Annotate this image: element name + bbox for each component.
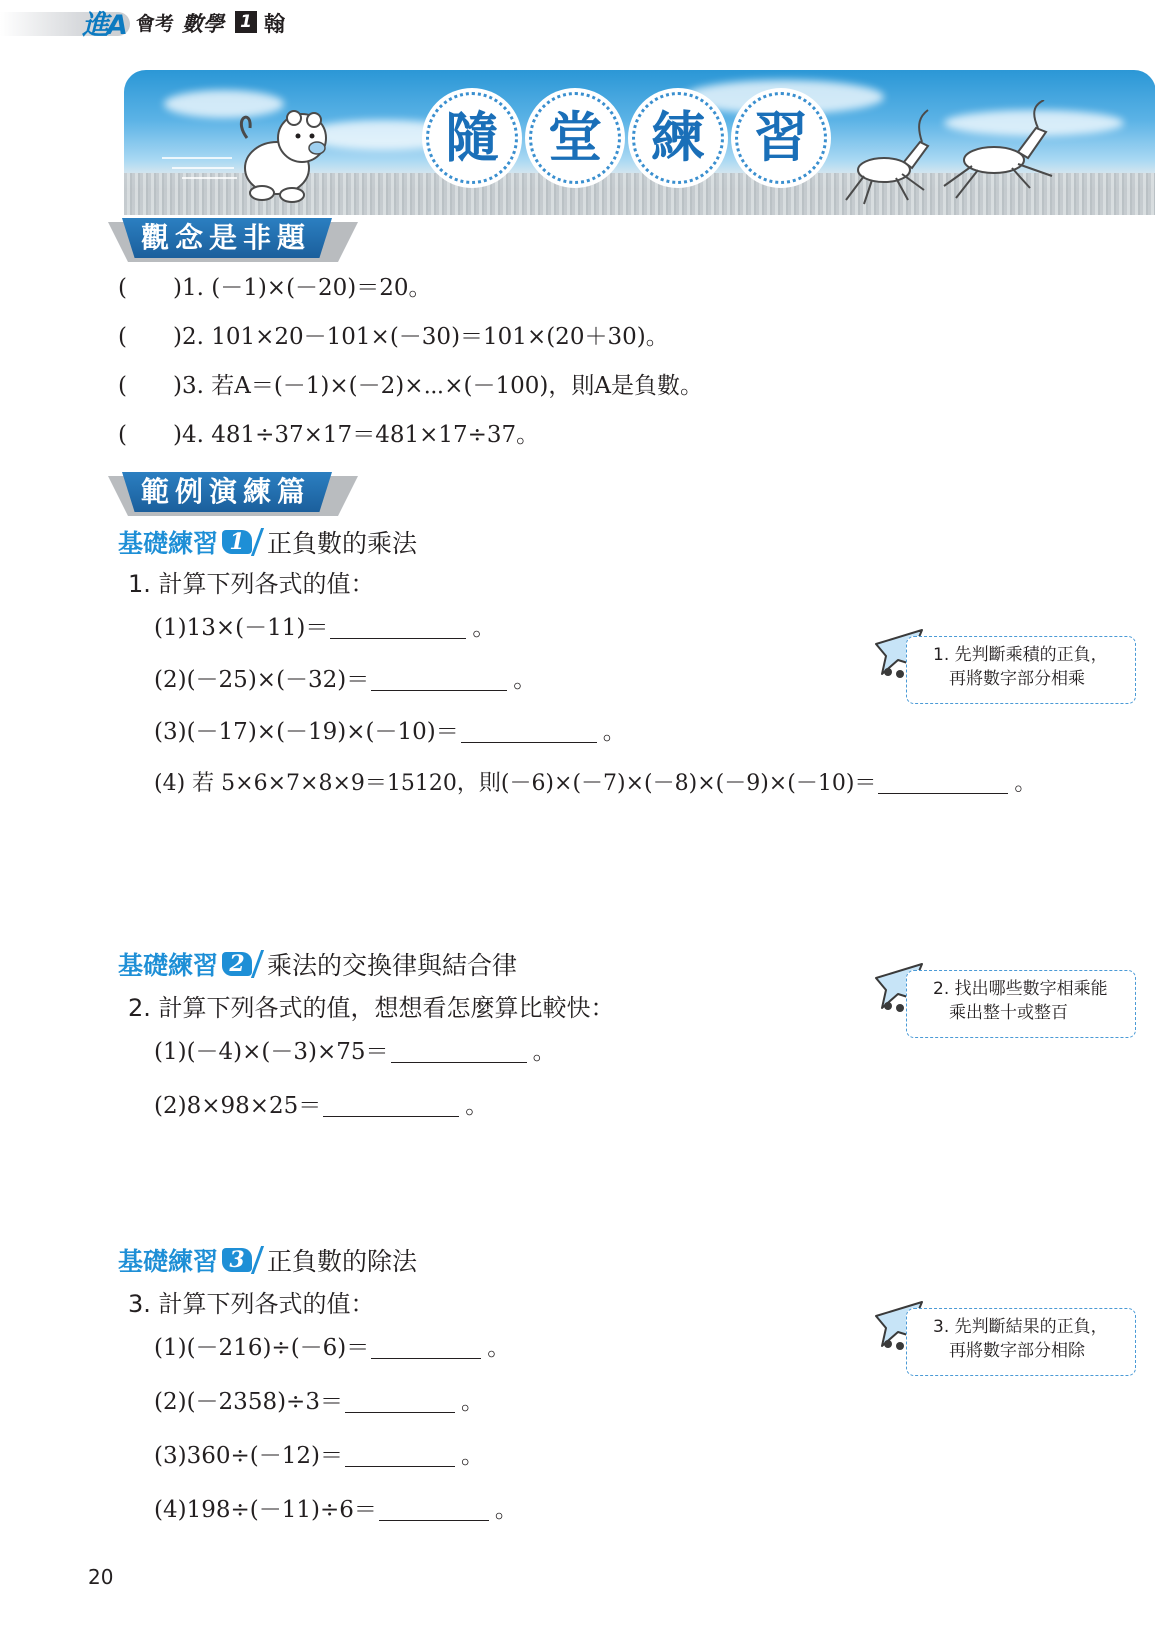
practice-3-hint: 3. 先判斷結果的正負， 再將數字部分相除 <box>906 1308 1136 1376</box>
concept-item-1: ( )1. (－1)×(－20)＝20。 <box>118 275 432 301</box>
banner-title-char-1: 隨 <box>426 92 518 184</box>
answer-blank[interactable] <box>461 718 597 743</box>
answer-blank[interactable] <box>391 1038 527 1063</box>
concept-item-4: ( )4. 481÷37×17＝481×17÷37。 <box>118 422 540 448</box>
answer-blank[interactable] <box>371 666 507 691</box>
practice-3-item-4: (4)198÷(－11)÷6＝ 。 <box>154 1497 518 1523</box>
practice-2-item-2: (2)8×98×25＝ 。 <box>154 1093 489 1119</box>
header-grade: 1 <box>235 11 257 33</box>
answer-blank[interactable] <box>323 1092 459 1117</box>
practice-1-header: 基礎練習 1 正負數的乘法 <box>118 529 418 558</box>
page-number: 20 <box>88 1565 114 1589</box>
practice-3-item-2: (2)(－2358)÷3＝ 。 <box>154 1389 484 1415</box>
answer-blank[interactable] <box>371 1334 481 1359</box>
practice-1-item-2: (2)(－25)×(－32)＝ 。 <box>154 667 537 693</box>
banner <box>124 70 1155 215</box>
practice-1-hint: 1. 先判斷乘積的正負， 再將數字部分相乘 <box>906 636 1136 704</box>
banner-title-char-2: 堂 <box>529 92 621 184</box>
answer-blank[interactable] <box>330 614 466 639</box>
answer-blank[interactable] <box>345 1388 455 1413</box>
practice-2-item-1: (1)(－4)×(－3)×75＝ 。 <box>154 1039 556 1065</box>
practice-2-hint: 2. 找出哪些數字相乘能 乘出整十或整百 <box>906 970 1136 1038</box>
banner-title-char-3: 練 <box>632 92 724 184</box>
cat-mascot-icon <box>152 98 332 208</box>
concept-item-2: ( )2. 101×20－101×(－30)＝101×(20＋30)。 <box>118 324 669 350</box>
practice-1-item-4: (4) 若 5×6×7×8×9＝15120，則(－6)×(－7)×(－8)×(－9)×(－10)＝ 。 <box>154 771 1037 796</box>
header-brand: 會考 <box>136 13 175 35</box>
practice-2-question: 2. 計算下列各式的值，想想看怎麼算比較快： <box>128 994 615 1022</box>
answer-blank[interactable] <box>345 1442 455 1467</box>
practice-3-item-3: (3)360÷(－12)＝ 。 <box>154 1443 484 1469</box>
answer-blank[interactable] <box>878 769 1008 794</box>
practice-1-item-3: (3)(－17)×(－19)×(－10)＝ 。 <box>154 719 626 745</box>
practice-3-question: 3. 計算下列各式的值： <box>128 1290 375 1318</box>
answer-blank[interactable] <box>379 1496 489 1521</box>
practice-2-header: 基礎練習 2 乘法的交換律與結合律 <box>118 951 518 980</box>
header-subject: 數學 <box>182 12 224 36</box>
banner-title-char-4: 習 <box>735 92 827 184</box>
antelope-icon <box>824 100 1084 210</box>
header-edition: 翰 <box>264 12 285 36</box>
practice-3-header: 基礎練習 3 正負數的除法 <box>118 1247 418 1276</box>
practice-3-item-1: (1)(－216)÷(－6)＝ 。 <box>154 1335 511 1361</box>
practice-1-item-1: (1)13×(－11)＝ 。 <box>154 615 496 641</box>
header-logo: 進A <box>82 10 126 41</box>
practice-1-question: 1. 計算下列各式的值： <box>128 570 375 598</box>
concept-item-3: ( )3. 若A＝(－1)×(－2)×⋯×(－100)，則A是負數。 <box>118 373 703 399</box>
